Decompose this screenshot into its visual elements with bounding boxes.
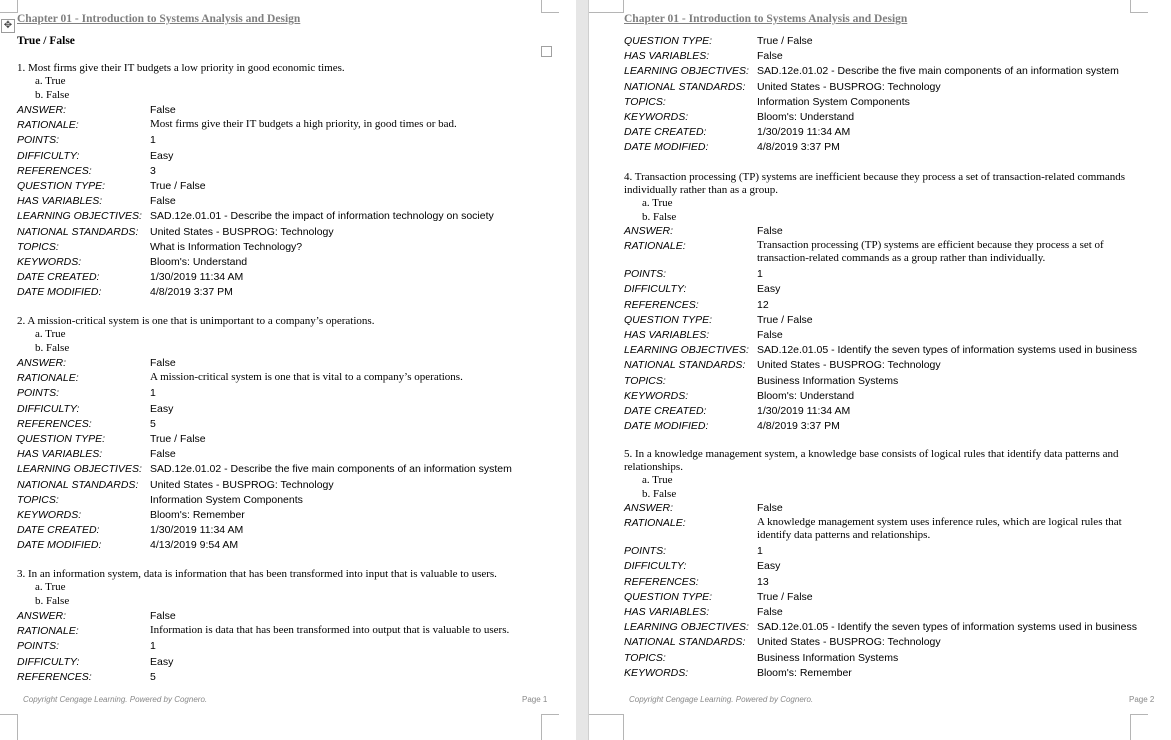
option-a: a. True xyxy=(35,581,66,593)
answer-label: ANSWER: xyxy=(624,502,674,514)
points-value: 1 xyxy=(757,268,763,281)
topics-value: Information System Components xyxy=(757,95,910,108)
question-5-metadata xyxy=(624,501,1169,681)
date-modified-value: 4/8/2019 3:37 PM xyxy=(757,141,840,154)
has-variables-value: False xyxy=(150,448,176,461)
references-label: REFERENCES: xyxy=(17,164,92,177)
rationale-value: A mission-critical system is one that is vital to a company’s operations. xyxy=(150,371,463,384)
difficulty-value: Easy xyxy=(150,149,174,162)
learning-objectives-label: LEARNING OBJECTIVES: xyxy=(624,344,749,357)
learning-objectives-value: SAD.12e.01.02 - Describe the five main components of an information system xyxy=(150,463,512,476)
date-modified-label: DATE MODIFIED: xyxy=(17,539,102,552)
question-type-label: QUESTION TYPE: xyxy=(624,35,713,47)
document-page-2 xyxy=(589,0,1171,740)
rationale-label: RATIONALE: xyxy=(17,625,79,638)
question-4-metadata xyxy=(624,224,1169,434)
difficulty-label: DIFFICULTY: xyxy=(624,560,687,573)
points-value: 1 xyxy=(757,545,763,558)
references-value: 5 xyxy=(150,670,156,683)
question-3 xyxy=(17,568,547,608)
keywords-value: Bloom's: Understand xyxy=(757,111,855,124)
topics-value: What is Information Technology? xyxy=(150,240,303,253)
option-b: b. False xyxy=(35,341,70,354)
margin-corner-mark xyxy=(0,714,18,740)
margin-corner-mark xyxy=(1130,714,1148,740)
question-2-metadata xyxy=(17,356,557,554)
topics-value: Information System Components xyxy=(150,493,303,506)
topics-label: TOPICS: xyxy=(17,493,59,506)
has-variables-label: HAS VARIABLES: xyxy=(17,195,103,208)
question-text: 4. Transaction processing (TP) systems are inefficient because they process a set of transaction-related commands individually rather than as a group. xyxy=(624,171,1126,196)
rationale-value: Most firms give their IT budgets a high priority, in good times or bad. xyxy=(150,118,457,131)
points-value: 1 xyxy=(150,387,156,400)
chapter-header: Chapter 01 - Introduction to Systems Analysis and Design xyxy=(624,13,908,25)
references-label: REFERENCES: xyxy=(624,298,699,311)
has-variables-value: False xyxy=(757,606,783,619)
references-value: 3 xyxy=(150,164,156,177)
national-standards-label: NATIONAL STANDARDS: xyxy=(17,225,139,238)
option-b: b. False xyxy=(35,594,70,607)
has-variables-label: HAS VARIABLES: xyxy=(624,50,710,63)
learning-objectives-value: SAD.12e.01.05 - Identify the seven types of information systems used in business xyxy=(757,344,1137,357)
answer-value: False xyxy=(150,610,176,622)
question-type-label: QUESTION TYPE: xyxy=(17,180,106,193)
topics-label: TOPICS: xyxy=(624,95,666,108)
learning-objectives-label: LEARNING OBJECTIVES: xyxy=(624,621,749,634)
question-type-label: QUESTION TYPE: xyxy=(17,433,106,446)
national-standards-label: NATIONAL STANDARDS: xyxy=(17,478,139,491)
question-type-label: QUESTION TYPE: xyxy=(624,313,713,326)
question-2 xyxy=(17,315,547,355)
question-3-metadata xyxy=(17,609,557,685)
rationale-label: RATIONALE: xyxy=(624,240,686,253)
margin-corner-mark xyxy=(541,714,559,740)
date-modified-label: DATE MODIFIED: xyxy=(624,420,709,433)
table-resize-handle[interactable] xyxy=(541,46,552,57)
difficulty-value: Easy xyxy=(757,560,781,573)
question-3-metadata-continued xyxy=(624,34,1169,156)
question-1-metadata xyxy=(17,103,557,301)
answer-label: ANSWER: xyxy=(17,104,67,116)
margin-corner-mark xyxy=(589,714,624,740)
option-b: b. False xyxy=(642,487,677,500)
copyright-footer: Copyright Cengage Learning. Powered by Cognero. xyxy=(629,695,814,704)
keywords-value: Bloom's: Understand xyxy=(757,389,855,402)
answer-value: False xyxy=(150,104,176,116)
has-variables-value: False xyxy=(757,50,783,63)
difficulty-value: Easy xyxy=(150,402,174,415)
topics-label: TOPICS: xyxy=(624,374,666,387)
topics-value: Business Information Systems xyxy=(757,374,899,387)
points-label: POINTS: xyxy=(17,640,60,653)
has-variables-value: False xyxy=(150,195,176,208)
national-standards-label: NATIONAL STANDARDS: xyxy=(624,80,746,93)
difficulty-label: DIFFICULTY: xyxy=(17,402,80,415)
question-5 xyxy=(624,448,1134,501)
question-type-value: True / False xyxy=(757,35,813,47)
keywords-label: KEYWORDS: xyxy=(17,509,82,522)
points-label: POINTS: xyxy=(17,387,60,400)
option-a: a. True xyxy=(35,75,66,87)
has-variables-label: HAS VARIABLES: xyxy=(624,329,710,342)
question-type-value: True / False xyxy=(150,180,206,193)
points-value: 1 xyxy=(150,134,156,147)
keywords-label: KEYWORDS: xyxy=(624,389,689,402)
option-a: a. True xyxy=(35,328,66,340)
keywords-value: Bloom's: Remember xyxy=(150,509,245,522)
option-a: a. True xyxy=(642,474,673,486)
rationale-label: RATIONALE: xyxy=(624,517,686,530)
national-standards-value: United States - BUSPROG: Technology xyxy=(757,80,941,93)
difficulty-label: DIFFICULTY: xyxy=(624,283,687,296)
date-created-label: DATE CREATED: xyxy=(624,126,707,139)
copyright-footer: Copyright Cengage Learning. Powered by Cognero. xyxy=(23,695,208,704)
national-standards-value: United States - BUSPROG: Technology xyxy=(150,225,334,238)
references-value: 12 xyxy=(757,298,769,311)
margin-corner-mark xyxy=(541,0,559,13)
national-standards-value: United States - BUSPROG: Technology xyxy=(757,636,941,649)
date-modified-value: 4/13/2019 9:54 AM xyxy=(150,539,239,552)
difficulty-label: DIFFICULTY: xyxy=(17,149,80,162)
references-label: REFERENCES: xyxy=(624,575,699,588)
answer-label: ANSWER: xyxy=(17,610,67,622)
question-4 xyxy=(624,171,1154,224)
answer-label: ANSWER: xyxy=(17,357,67,369)
date-created-label: DATE CREATED: xyxy=(624,405,707,418)
references-label: REFERENCES: xyxy=(17,417,92,430)
date-modified-value: 4/8/2019 3:37 PM xyxy=(757,420,840,433)
date-modified-label: DATE MODIFIED: xyxy=(17,286,102,299)
keywords-label: KEYWORDS: xyxy=(624,111,689,124)
national-standards-label: NATIONAL STANDARDS: xyxy=(624,359,746,372)
national-standards-value: United States - BUSPROG: Technology xyxy=(150,478,334,491)
answer-value: False xyxy=(150,357,176,369)
learning-objectives-label: LEARNING OBJECTIVES: xyxy=(624,65,749,78)
national-standards-label: NATIONAL STANDARDS: xyxy=(624,636,746,649)
learning-objectives-value: SAD.12e.01.01 - Describe the impact of information technology on society xyxy=(150,210,494,223)
chapter-header: Chapter 01 - Introduction to Systems Analysis and Design xyxy=(17,13,301,25)
points-label: POINTS: xyxy=(624,545,667,558)
difficulty-value: Easy xyxy=(150,655,174,668)
table-move-handle-icon[interactable]: ✥ xyxy=(1,19,15,33)
option-b: b. False xyxy=(642,210,677,223)
rationale-value: A knowledge management system uses inference rules, which are logical rules that identify data patterns and relationships. xyxy=(757,516,1122,542)
has-variables-label: HAS VARIABLES: xyxy=(624,606,710,619)
rationale-label: RATIONALE: xyxy=(17,372,79,385)
date-modified-value: 4/8/2019 3:37 PM xyxy=(150,286,233,299)
question-1 xyxy=(17,62,547,102)
date-created-label: DATE CREATED: xyxy=(17,524,100,537)
references-value: 5 xyxy=(150,417,156,430)
answer-value: False xyxy=(757,502,783,514)
national-standards-value: United States - BUSPROG: Technology xyxy=(757,359,941,372)
has-variables-label: HAS VARIABLES: xyxy=(17,448,103,461)
points-value: 1 xyxy=(150,640,156,653)
question-type-value: True / False xyxy=(150,433,206,446)
has-variables-value: False xyxy=(757,329,783,342)
question-text: 1. Most firms give their IT budgets a low priority in good economic times. xyxy=(17,62,345,74)
page-number: Page 1 xyxy=(522,695,548,704)
learning-objectives-value: SAD.12e.01.05 - Identify the seven types of information systems used in business xyxy=(757,621,1137,634)
page-number: Page 2 xyxy=(1129,695,1155,704)
rationale-value: Information is data that has been transformed into output that is valuable to users. xyxy=(150,624,510,637)
keywords-value: Bloom's: Remember xyxy=(757,666,852,679)
document-page-1 xyxy=(0,0,576,740)
margin-corner-mark xyxy=(0,0,18,13)
topics-label: TOPICS: xyxy=(17,240,59,253)
references-value: 13 xyxy=(757,575,769,588)
date-created-value: 1/30/2019 11:34 AM xyxy=(150,524,244,537)
topics-value: Business Information Systems xyxy=(757,651,899,664)
margin-corner-mark xyxy=(1130,0,1148,13)
rationale-label: RATIONALE: xyxy=(17,119,79,132)
margin-corner-mark xyxy=(589,0,624,13)
question-type-value: True / False xyxy=(757,313,813,326)
topics-label: TOPICS: xyxy=(624,651,666,664)
question-text: 3. In an information system, data is information that has been transformed into input that is valuable to users. xyxy=(17,568,497,580)
points-label: POINTS: xyxy=(17,134,60,147)
question-text: 5. In a knowledge management system, a knowledge base consists of logical rules that identify data patterns and relationships. xyxy=(624,448,1119,473)
keywords-label: KEYWORDS: xyxy=(17,256,82,269)
date-modified-label: DATE MODIFIED: xyxy=(624,141,709,154)
difficulty-label: DIFFICULTY: xyxy=(17,655,80,668)
date-created-value: 1/30/2019 11:34 AM xyxy=(757,405,851,418)
option-a: a. True xyxy=(642,197,673,209)
keywords-label: KEYWORDS: xyxy=(624,666,689,679)
date-created-label: DATE CREATED: xyxy=(17,271,100,284)
learning-objectives-label: LEARNING OBJECTIVES: xyxy=(17,463,142,476)
rationale-value: Transaction processing (TP) systems are efficient because they process a set of transaction-related commands as a group rather than individually. xyxy=(757,239,1104,265)
points-label: POINTS: xyxy=(624,268,667,281)
date-created-value: 1/30/2019 11:34 AM xyxy=(150,271,244,284)
question-type-label: QUESTION TYPE: xyxy=(624,590,713,603)
answer-value: False xyxy=(757,225,783,237)
date-created-value: 1/30/2019 11:34 AM xyxy=(757,126,851,139)
keywords-value: Bloom's: Understand xyxy=(150,256,248,269)
difficulty-value: Easy xyxy=(757,283,781,296)
learning-objectives-value: SAD.12e.01.02 - Describe the five main components of an information system xyxy=(757,65,1119,78)
references-label: REFERENCES: xyxy=(17,670,92,683)
learning-objectives-label: LEARNING OBJECTIVES: xyxy=(17,210,142,223)
section-title: True / False xyxy=(17,35,75,47)
question-type-value: True / False xyxy=(757,590,813,603)
question-text: 2. A mission-critical system is one that is unimportant to a company’s operations. xyxy=(17,315,375,327)
option-b: b. False xyxy=(35,88,70,101)
answer-label: ANSWER: xyxy=(624,225,674,237)
